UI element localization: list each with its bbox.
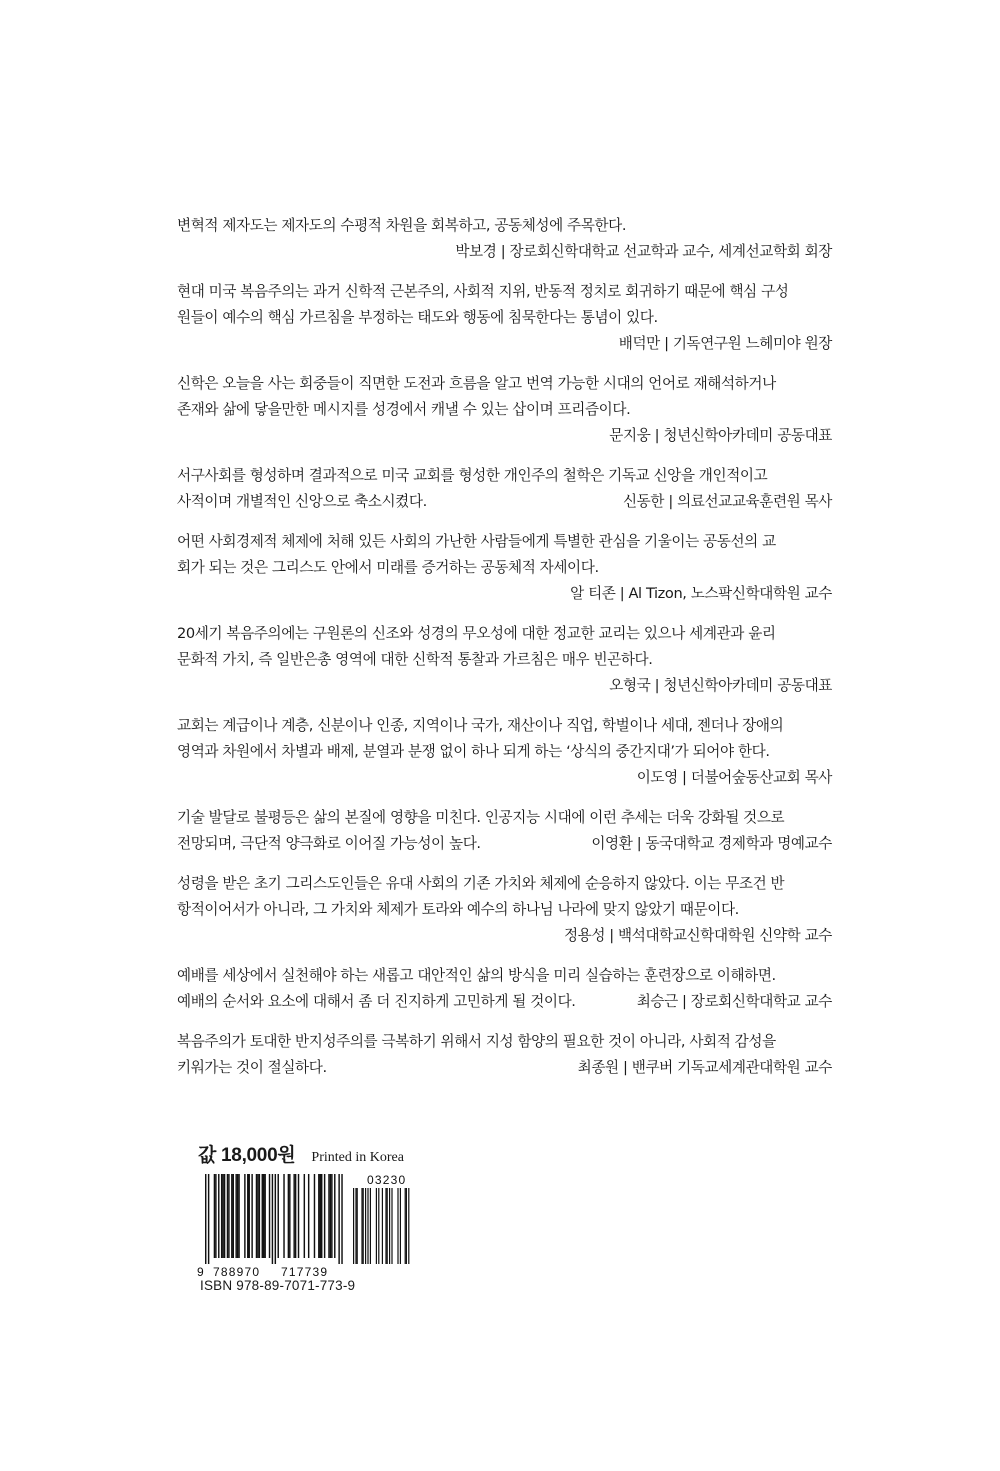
barcode-bar bbox=[289, 1174, 290, 1258]
endorsement-quote bbox=[177, 529, 832, 607]
barcode-bar bbox=[298, 1174, 299, 1258]
quote-text-line: 키워가는 것이 절실하다. bbox=[177, 1059, 327, 1076]
barcode-bar bbox=[227, 1174, 228, 1258]
barcode-addon-bar bbox=[363, 1188, 364, 1264]
barcode-bar bbox=[218, 1174, 219, 1258]
barcode-addon-bar bbox=[370, 1188, 371, 1264]
barcode-addon-digits: 03230 bbox=[367, 1173, 407, 1187]
quote-text-line: 서구사회를 형성하며 결과적으로 미국 교회를 형성한 개인주의 철학은 기독교 신앙을 개인적이고 bbox=[177, 467, 768, 484]
quote-attribution: 정용성 | 백석대학교신학대학원 신약학 교수 bbox=[563, 927, 832, 944]
quote-text-line: 어떤 사회경제적 체제에 처해 있든 사회의 가난한 사람들에게 특별한 관심을 기울이는 공동선의 교 bbox=[177, 533, 776, 550]
barcode-addon-bar bbox=[361, 1188, 362, 1264]
barcode-bar bbox=[275, 1174, 276, 1264]
barcode-bar bbox=[224, 1174, 225, 1258]
barcode-bar bbox=[328, 1174, 329, 1258]
barcode-bar bbox=[264, 1174, 265, 1258]
barcode-bar bbox=[318, 1174, 319, 1258]
barcode-addon-bar bbox=[376, 1188, 377, 1264]
endorsement-quote bbox=[177, 463, 832, 515]
barcode-addon-bar bbox=[378, 1188, 379, 1264]
barcode-addon-bar bbox=[357, 1188, 358, 1264]
barcode-bar bbox=[331, 1174, 332, 1258]
quote-attribution: 최승근 | 장로회신학대학교 교수 bbox=[636, 993, 832, 1010]
quote-text-line: 예배를 세상에서 실천해야 하는 새롭고 대안적인 삶의 방식을 미리 실습하는 훈련장으로 이해하면. bbox=[177, 967, 776, 984]
barcode-bar bbox=[295, 1174, 296, 1258]
barcode-bar bbox=[324, 1174, 325, 1258]
endorsement-quote bbox=[177, 371, 832, 449]
barcode-addon-bar bbox=[367, 1188, 368, 1264]
barcode-bar bbox=[257, 1174, 258, 1258]
barcode-left-digits: 788970 bbox=[213, 1265, 261, 1279]
quote-attribution: 문지웅 | 청년신학아카데미 공동대표 bbox=[609, 427, 832, 444]
barcode-addon-bar bbox=[397, 1188, 398, 1264]
barcode-bar bbox=[222, 1174, 223, 1258]
barcode-bar bbox=[288, 1174, 289, 1258]
quote-text-line: 전망되며, 극단적 양극화로 이어질 가능성이 높다. bbox=[177, 835, 481, 852]
quote-attribution: 박보경 | 장로회신학대학교 선교학과 교수, 세계선교학회 회장 bbox=[455, 243, 832, 260]
quote-text-line: 사적이며 개별적인 신앙으로 축소시켰다. bbox=[177, 493, 427, 510]
quote-attribution: 최종원 | 밴쿠버 기독교세계관대학원 교수 bbox=[577, 1059, 832, 1076]
barcode-bar bbox=[341, 1174, 342, 1264]
quote-text-line: 원들이 예수의 핵심 가르침을 부정하는 태도와 행동에 침묵한다는 통념이 있다. bbox=[177, 309, 658, 326]
barcode-addon-bar bbox=[385, 1188, 386, 1264]
quote-text-line: 기술 발달로 불평등은 삶의 본질에 영향을 미친다. 인공지능 시대에 이런 추세는 더욱 강화될 것으로 bbox=[177, 809, 785, 826]
barcode-bar bbox=[251, 1174, 252, 1258]
endorsement-quote bbox=[177, 871, 832, 949]
price-label: 값 18,000원 bbox=[198, 1145, 296, 1166]
isbn-barcode bbox=[195, 1170, 415, 1280]
barcode-graphic bbox=[195, 1170, 415, 1280]
quote-text-line: 영역과 차원에서 차별과 배제, 분열과 분쟁 없이 하나 되게 하는 ‘상식의 중간지대’가 되어야 한다. bbox=[177, 743, 770, 760]
barcode-bar bbox=[283, 1174, 284, 1258]
price-block bbox=[198, 1140, 428, 1167]
barcode-addon-bar bbox=[406, 1188, 407, 1264]
quote-text-line: 20세기 복음주의에는 구원론의 신조와 성경의 무오성에 대한 정교한 교리는 있으나 세계관과 윤리 bbox=[177, 625, 776, 642]
barcode-addon-bar bbox=[365, 1188, 366, 1264]
quote-text-line: 교회는 계급이나 계층, 신분이나 인종, 지역이나 국가, 재산이나 직업, 학벌이나 세대, 젠더나 장애의 bbox=[177, 717, 784, 734]
quote-attribution: 배덕만 | 기독연구원 느헤미야 원장 bbox=[618, 335, 832, 352]
endorsement-quote bbox=[177, 963, 832, 1015]
barcode-addon-bar bbox=[387, 1188, 388, 1264]
barcode-bar bbox=[293, 1174, 294, 1258]
quote-attribution: 이도영 | 더불어숲동산교회 목사 bbox=[636, 769, 832, 786]
quote-attribution: 알 티존 | Al Tizon, 노스팍신학대학원 교수 bbox=[570, 585, 832, 602]
printed-in-label: Printed in Korea bbox=[311, 1150, 404, 1165]
barcode-bar bbox=[235, 1174, 236, 1258]
quote-text-line: 성령을 받은 초기 그리스도인들은 유대 사회의 기존 가치와 체제에 순응하지 않았다. 이는 무조건 반 bbox=[177, 875, 785, 892]
barcode-bar bbox=[238, 1174, 239, 1258]
barcode-addon-bar bbox=[382, 1188, 383, 1264]
barcode-bar bbox=[215, 1174, 216, 1258]
barcode-bar bbox=[272, 1174, 273, 1264]
barcode-bar bbox=[262, 1174, 263, 1258]
barcode-bar bbox=[237, 1174, 238, 1258]
quote-text-line: 예배의 순서와 요소에 대해서 좀 더 진지하게 고민하게 될 것이다. bbox=[177, 993, 576, 1010]
barcode-bar bbox=[233, 1174, 234, 1258]
quote-attribution: 신동한 | 의료선교교육훈련원 목사 bbox=[622, 493, 832, 510]
barcode-bar bbox=[321, 1174, 322, 1258]
barcode-bar bbox=[221, 1174, 222, 1258]
quote-attribution: 오형국 | 청년신학아카데미 공동대표 bbox=[609, 677, 832, 694]
quote-text-line: 회가 되는 것은 그리스도 안에서 미래를 증거하는 공동체적 자세이다. bbox=[177, 559, 599, 576]
barcode-bar bbox=[205, 1174, 206, 1264]
barcode-prefix-digit: 9 bbox=[197, 1265, 205, 1279]
barcode-bar bbox=[269, 1174, 270, 1258]
endorsement-quote bbox=[177, 621, 832, 699]
endorsement-quote bbox=[177, 805, 832, 857]
isbn-number: ISBN 978-89-7071-773-9 bbox=[200, 1278, 356, 1293]
barcode-bar bbox=[228, 1174, 229, 1258]
quote-attribution: 이영환 | 동국대학교 경제학과 명예교수 bbox=[591, 835, 832, 852]
barcode-addon-bar bbox=[400, 1188, 401, 1264]
barcode-addon-bar bbox=[389, 1188, 390, 1264]
barcode-bar bbox=[320, 1174, 321, 1258]
endorsement-quote bbox=[177, 713, 832, 791]
quote-text-line: 항적이어서가 아니라, 그 가치와 체제가 토라와 예수의 하나님 나라에 맞지 않았기 때문이다. bbox=[177, 901, 739, 918]
endorsement-quote bbox=[177, 279, 832, 357]
endorsement-quote bbox=[177, 213, 832, 265]
barcode-bar bbox=[278, 1174, 279, 1258]
barcode-bar bbox=[247, 1174, 248, 1258]
barcode-right-digits: 717739 bbox=[281, 1265, 329, 1279]
barcode-addon-bar bbox=[408, 1188, 409, 1264]
endorsement-quote bbox=[177, 1029, 832, 1081]
barcode-addon-bar bbox=[353, 1188, 354, 1264]
barcode-bar bbox=[249, 1174, 250, 1258]
quote-text-line: 복음주의가 토대한 반지성주의를 극복하기 위해서 지성 함양의 필요한 것이 아니라, 사회적 감성을 bbox=[177, 1033, 776, 1050]
barcode-bar bbox=[231, 1174, 232, 1258]
barcode-bar bbox=[338, 1174, 339, 1264]
quote-text-line: 존재와 삶에 닿을만한 메시지를 성경에서 캐낼 수 있는 삽이며 프리즘이다. bbox=[177, 401, 631, 418]
barcode-bar bbox=[334, 1174, 335, 1258]
barcode-bar bbox=[256, 1174, 257, 1258]
quote-text-line: 변혁적 제자도는 제자도의 수평적 차원을 회복하고, 공동체성에 주목한다. bbox=[177, 217, 627, 234]
barcode-bar bbox=[308, 1174, 309, 1258]
barcode-bar bbox=[330, 1174, 331, 1258]
barcode-bar bbox=[214, 1174, 215, 1258]
barcode-bar bbox=[263, 1174, 264, 1258]
barcode-bar bbox=[244, 1174, 245, 1258]
barcode-addon-bar bbox=[391, 1188, 392, 1264]
barcode-addon-bar bbox=[405, 1188, 406, 1264]
quote-text-line: 현대 미국 복음주의는 과거 신학적 근본주의, 사회적 지위, 반동적 정치로 회귀하기 때문에 핵심 구성 bbox=[177, 283, 789, 300]
barcode-bar bbox=[208, 1174, 209, 1264]
barcode-bar bbox=[304, 1174, 305, 1258]
quote-text-line: 신학은 오늘을 사는 회중들이 직면한 도전과 흐름을 알고 번역 가능한 시대의 언어로 재해석하거나 bbox=[177, 375, 776, 392]
endorsement-list bbox=[177, 213, 832, 1095]
barcode-addon-bar bbox=[355, 1188, 356, 1264]
barcode-bar bbox=[259, 1174, 260, 1258]
barcode-bar bbox=[314, 1174, 315, 1258]
quote-text-line: 문화적 가치, 즉 일반은총 영역에 대한 신학적 통찰과 가르침은 매우 빈곤하다. bbox=[177, 651, 653, 668]
